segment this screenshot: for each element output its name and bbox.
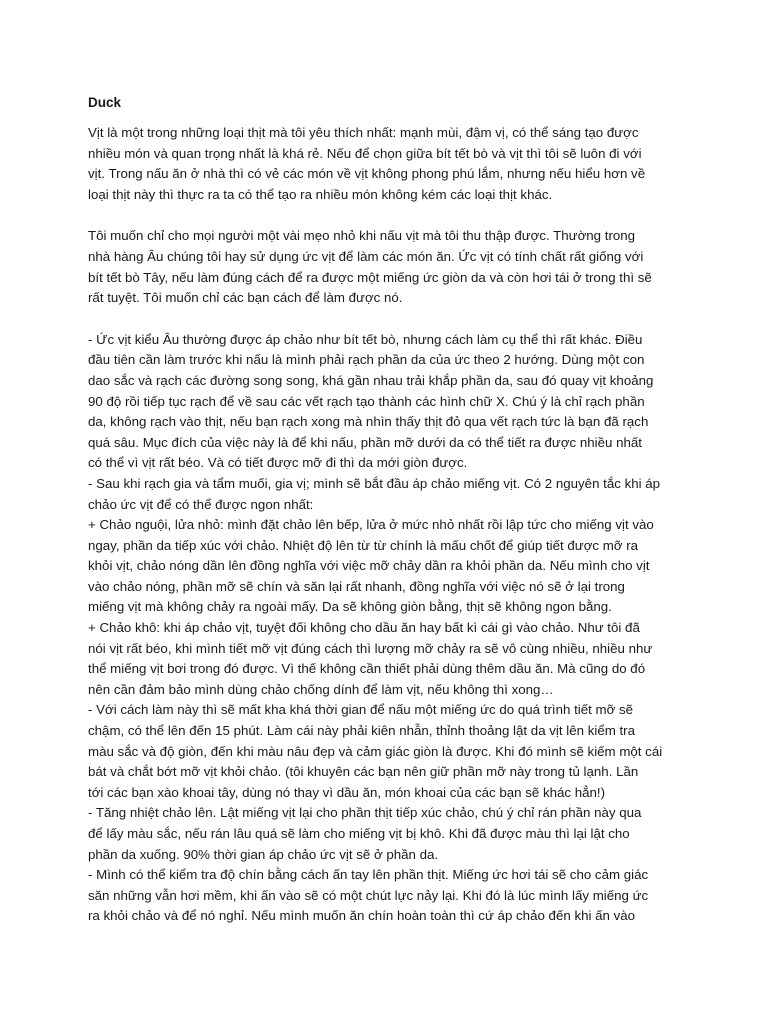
- text-line: nên cần đảm bảo mình dùng chảo chống dính để làm vịt, nếu không thì xong…: [88, 681, 554, 697]
- text-line: săn những vẫn hơi mềm, khi ấn vào sẽ có một chút lực nảy lại. Khi đó là lúc mình lấy miếng ức: [88, 887, 649, 903]
- text-line: màu sắc và độ giòn, đến khi màu nâu đẹp và cảm giác giòn là được. Khi đó mình sẽ kiếm một cái: [88, 743, 663, 759]
- text-line: khỏi vịt, chảo nóng dần lên đồng nghĩa với việc mỡ chảy dần ra khỏi phần da. Nếu mình cho vịt: [88, 558, 650, 574]
- text-line: bát và chắt bớt mỡ vịt khỏi chảo. (tôi khuyên các bạn nên giữ phần mỡ này trong tủ lạnh. Lần: [88, 764, 639, 780]
- text-line: - Ức vịt kiểu Âu thường được áp chảo như bít tết bò, nhưng cách làm cụ thể thì rất khác. Điều: [88, 331, 643, 347]
- text-line: thể miếng vịt bơi trong đó được. Vì thế không cần thiết phải dùng thêm dầu ăn. Mà cũng do đó: [88, 661, 646, 677]
- text-line: tới các bạn xào khoai tây, dùng nó thay vì dầu ăn, món khoai của các bạn sẽ khác hẳn!): [88, 784, 606, 800]
- document-title: Duck: [88, 95, 122, 110]
- text-line: - Sau khi rạch gia và tẩm muối, gia vị; mình sẽ bắt đầu áp chảo miếng vịt. Có 2 nguyên tắc khi áp: [88, 475, 661, 491]
- text-line: đầu tiên cần làm trước khi nấu là mình phải rạch phần da của ức theo 2 hướng. Dùng một con: [88, 352, 645, 368]
- text-line: ngay, phần da tiếp xúc với chảo. Nhiệt độ lên từ từ chính là mấu chốt để giúp tiết được mỡ ra: [88, 537, 639, 553]
- paragraph-tips: [88, 226, 688, 308]
- text-line: 90 độ rồi tiếp tục rạch để về sau các vết rạch tạo thành các hình chữ X. Chú ý là chỉ rạch phần: [88, 393, 645, 409]
- text-line: có thể vì vịt rất béo. Và có tiết được mỡ đi thì da mới giòn được.: [88, 455, 468, 471]
- text-line: chậm, có thể lên đến 15 phút. Làm cái này phải kiên nhẫn, thỉnh thoảng lật da vịt lên kiểm tra: [88, 723, 635, 739]
- text-line: - Mình có thể kiểm tra độ chín bằng cách ấn tay lên phần thịt. Miếng ức hơi tái sẽ cho cảm giác: [88, 867, 649, 883]
- text-line: nhà hàng Âu chúng tôi hay sử dụng ức vịt để làm các món ăn. Ức vịt có tính chất rất giống với: [88, 248, 644, 264]
- text-line: để lấy màu sắc, nếu rán lâu quá sẽ làm cho miếng vịt bị khô. Khi đã được màu thì lại lật cho: [88, 826, 630, 841]
- text-line: Tôi muốn chỉ cho mọi người một vài mẹo nhỏ khi nấu vịt mà tôi thu thập được. Thường trong: [88, 228, 636, 244]
- text-line: rất tuyệt. Tôi muốn chỉ các bạn cách để làm được nó.: [88, 290, 403, 306]
- text-line: nói vịt rất béo, khi mình tiết mỡ vịt đúng cách thì lượng mỡ chảy ra sẽ vô cùng nhiều, nhiều như: [88, 640, 653, 656]
- text-line: dao sắc và rạch các đường song song, khá gần nhau trải khắp phần da, sau đó quay vịt khoảng: [88, 372, 654, 388]
- document-page: [88, 93, 688, 927]
- text-line: bít tết bò Tây, nếu làm đúng cách để ra được một miếng ức giòn da và còn hơi tái ở trong thì sẽ: [88, 269, 652, 285]
- text-line: + Chảo nguội, lửa nhỏ: mình đặt chảo lên bếp, lửa ở mức nhỏ nhất rồi lập tức cho miếng vịt vào: [88, 517, 654, 533]
- text-line: vào chảo nóng, phần mỡ sẽ chín và săn lại rất nhanh, đồng nghĩa với việc nó sẽ ở lại trong: [88, 578, 625, 594]
- text-line: chảo ức vịt để có thể được ngon nhất:: [88, 496, 314, 512]
- text-line: + Chảo khô: khi áp chảo vịt, tuyệt đối không cho dầu ăn hay bất kì cái gì vào chảo. Như tôi đã: [88, 620, 640, 636]
- paragraph-steps: [88, 330, 688, 927]
- text-line: phần da xuống. 90% thời gian áp chảo ức vịt sẽ ở phần da.: [88, 846, 439, 862]
- text-line: Vịt là một trong những loại thịt mà tôi yêu thích nhất: mạnh mùi, đậm vị, có thể sáng tạo được: [88, 125, 639, 140]
- text-line: - Tăng nhiệt chảo lên. Lật miếng vịt lại cho phần thịt tiếp xúc chảo, chú ý chỉ rán phần này qua: [88, 805, 642, 821]
- text-line: quá sâu. Mục đích của việc này là để khi nấu, phần mỡ dưới da có thể tiết ra được nhiều nhất: [88, 434, 642, 450]
- text-line: - Với cách làm này thì sẽ mất kha khá thời gian để nấu một miếng ức do quá trình tiết mỡ sẽ: [88, 702, 634, 718]
- text-line: vịt. Trong nấu ăn ở nhà thì có vẻ các món về vịt không phong phú lắm, nhưng nếu hiểu hơn về: [88, 166, 646, 182]
- text-line: da, không rạch vào thịt, nếu bạn rạch xong mà nhìn thấy thịt đỏ qua vết rạch tức là bạn đã rạch: [88, 414, 649, 430]
- text-line: miếng vịt mà không chảy ra ngoài mấy. Da sẽ không giòn bằng, thịt sẽ không ngon bằng.: [88, 599, 612, 615]
- text-line: ra khỏi chảo và để nó nghỉ. Nếu mình muốn ăn chín hoàn toàn thì cứ áp chảo đến khi ấn vào: [88, 908, 636, 924]
- text-line: loại thịt này thì thực ra ta có thể tạo ra nhiều món không kém các loại thịt khác.: [88, 186, 553, 202]
- paragraph-intro: [88, 123, 688, 205]
- text-line: nhiều món và quan trọng nhất là khá rẻ. Nếu để chọn giữa bít tết bò và vịt thì tôi sẽ luôn đi với: [88, 145, 642, 161]
